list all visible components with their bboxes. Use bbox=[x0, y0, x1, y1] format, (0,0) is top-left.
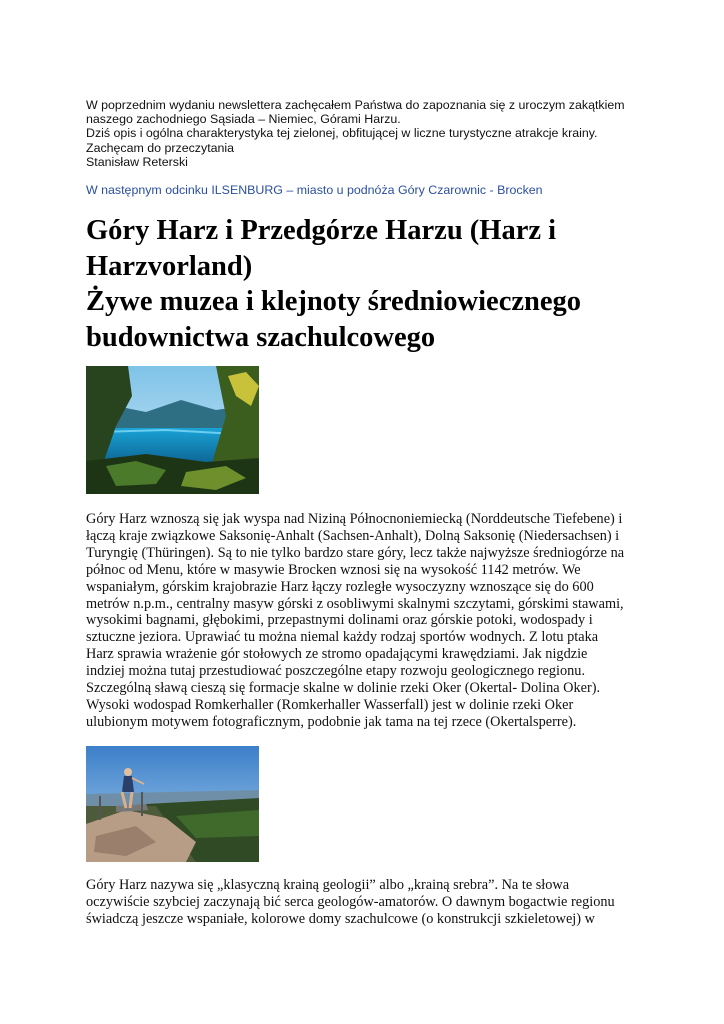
lake-photo bbox=[86, 366, 259, 494]
article-paragraph-1 bbox=[86, 511, 648, 731]
cyclist-photo bbox=[86, 746, 259, 862]
paragraph-line: Góry Harz wznoszą się jak wyspa nad Niziną Północnoniemiecką (Norddeutsche Tiefebene) i bbox=[86, 511, 623, 527]
paragraph-line: łączą kraje związkowe Saksonię-Anhalt (Sachsen-Anhalt), Dolną Saksonię (Niedersachsen) i bbox=[86, 527, 620, 544]
title-line: budownictwa szachulcowego bbox=[86, 321, 436, 353]
title-line: Góry Harz i Przedgórze Harzu (Harz i bbox=[86, 215, 557, 246]
article-title bbox=[86, 213, 646, 355]
next-episode-note: W następnym odcinku ILSENBURG – miasto u podnóża Góry Czarownic - Brocken bbox=[86, 183, 543, 197]
paragraph-line: Turyngię (Thüringen). Są to nie tylko bardzo stare góry, lecz także najwyższe średniogórze na bbox=[86, 544, 625, 561]
newsletter-intro bbox=[86, 98, 646, 169]
paragraph-line: Góry Harz nazywa się „klasyczną krainą geologii” albo „krainą srebra”. Na te słowa bbox=[86, 877, 570, 893]
paragraph-line: sztuczne jeziora. Uprawiać tu można niemal każdy rodzaj sportów wodnych. Z lotu ptaka bbox=[86, 629, 599, 646]
intro-line: W poprzednim wydaniu newslettera zachęcałem Państwa do zapoznania się z uroczym zakątkiem bbox=[86, 98, 625, 112]
paragraph-line: wspaniałym, górskim krajobrazie Harz łączy rozległe wysoczyzny wznoszące się do 600 bbox=[86, 578, 594, 595]
paragraph-line: Wysoki wodospad Romkerhaller (Romkerhaller Wasserfall) jest w dolinie rzeki Oker bbox=[86, 696, 574, 713]
paragraph-line: oczywiście szybciej zaczynają bić serca geologów-amatorów. O dawnym bogactwie regionu bbox=[86, 893, 615, 910]
paragraph-line: Szczególną sławą cieszą się formacje skalne w dolinie rzeki Oker (Okertal- Dolina Oker). bbox=[86, 680, 601, 697]
intro-line: Dziś opis i ogólna charakterystyka tej zielonej, obfitującej w liczne turystyczne atrakcje krainy. bbox=[86, 126, 598, 141]
title-line: Harzvorland) bbox=[86, 250, 253, 282]
paragraph-line: wysokimi bagnami, głębokimi, przepastnymi dolinami oraz górskie potoki, wodospady i bbox=[86, 612, 593, 629]
paragraph-line: północ od Menu, które w masywie Brocken wznosi się na wysokość 1142 metrów. We bbox=[86, 561, 581, 578]
paragraph-line: Harz sprawia wrażenie gór stołowych ze stromo opadającymi krawędziami. Jak nigdzie bbox=[86, 646, 588, 663]
article-paragraph-2 bbox=[86, 877, 648, 928]
intro-line: Zachęcam do przeczytania bbox=[86, 140, 235, 155]
paragraph-line: ulubionym motywem fotograficznym, podobnie jak tama na tej rzece (Okertalsperre). bbox=[86, 713, 577, 730]
author-signature: Stanisław Reterski bbox=[86, 154, 188, 169]
title-line: Żywe muzea i klejnoty średniowiecznego bbox=[86, 286, 581, 317]
intro-line: naszego zachodniego Sąsiada – Niemiec, Górami Harzu. bbox=[86, 112, 401, 127]
paragraph-line: indziej można tutaj przestudiować poszczególne etapy rozwoju geologicznego regionu. bbox=[86, 663, 586, 680]
paragraph-line: świadczą jeszcze wspaniałe, kolorowe domy szachulcowe (o konstrukcji szkieletowej) w bbox=[86, 910, 595, 927]
paragraph-line: metrów n.p.m., centralny masyw górski z osobliwymi skalnymi szczytami, górskimi stawami, bbox=[86, 595, 624, 612]
